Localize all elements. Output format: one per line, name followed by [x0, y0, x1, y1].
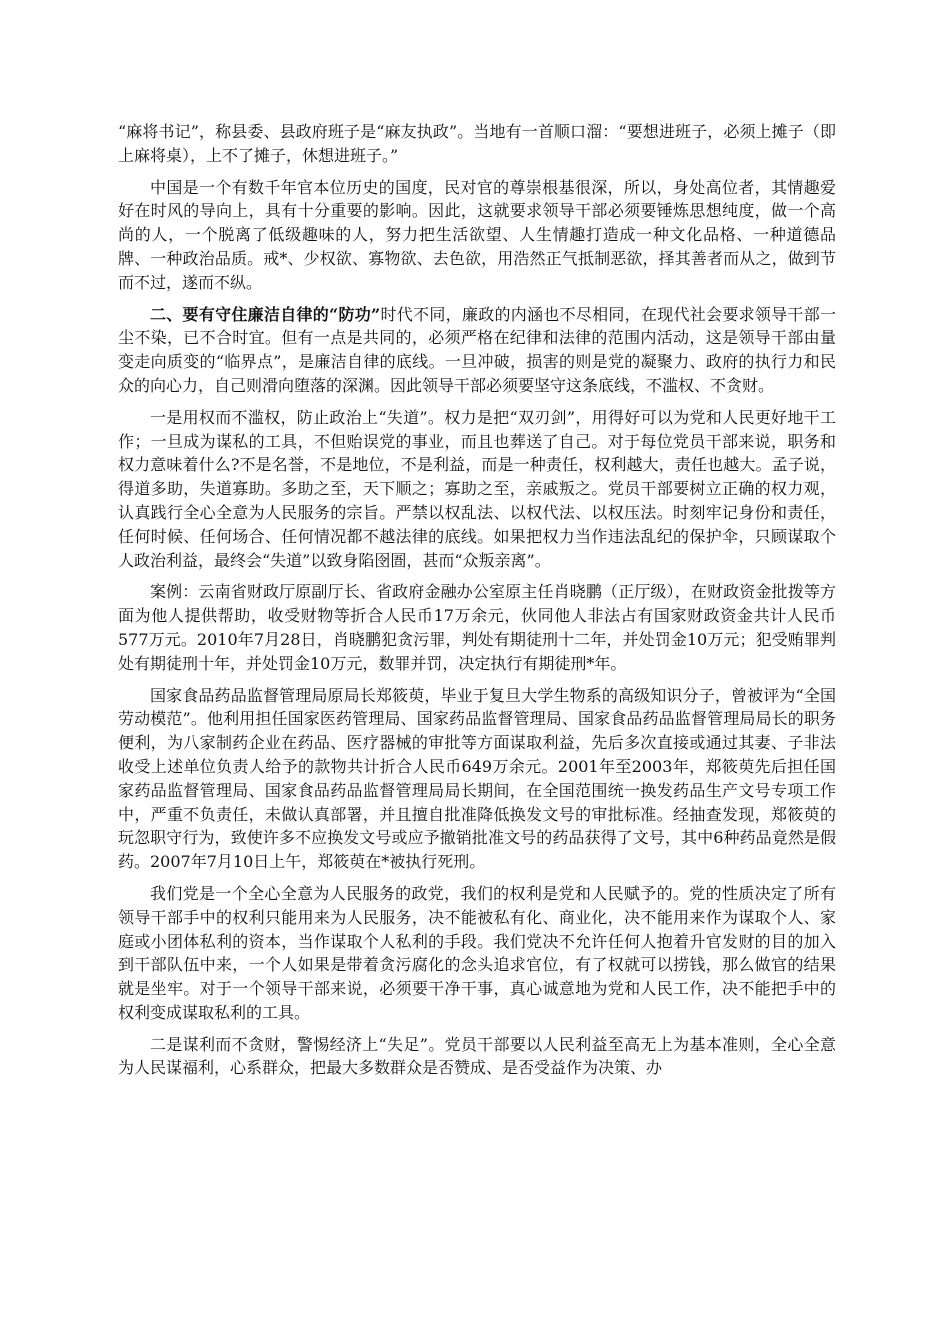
- paragraph: [118, 684, 836, 874]
- paragraph: [118, 406, 836, 573]
- paragraph-text: 一是用权而不滥权，防止政治上“失道”。权力是把“双刃剑”，用得好可以为党和人民更好地干工作；一旦成为谋私的工具，不但贻误党的事业，而且也葬送了自己。对于每位党员干部来说，职务和权力意味着什么?不是名誉，不是地位，不是利益，而是一种责任，权利越大，责任也越大。孟子说，得道多助，失道寡助。多助之至，天下顺之；寡助之至，亲戚叛之。党员干部要树立正确的权力观，认真践行全心全意为人民服务的宗旨。严禁以权乱法、以权代法、以权压法。时刻牢记身份和责任，任何时候、任何场合、任何情况都不越法律的底线。如果把权力当作违法乱纪的保护伞，只顾谋取个人政治利益，最终会“失道”以致身陷囹圄，甚而“众叛亲离”。: [118, 407, 836, 570]
- section-heading: 二、要有守住廉洁自律的“防功”: [150, 304, 381, 324]
- paragraph-text: 案例：云南省财政厅原副厅长、省政府金融办公室原主任肖晓鹏（正厅级），在财政资金批拨等方面为他人提供帮助，收受财物等折合人民币17万余元，伙同他人非法占有国家财政资金共计人民币577万元。2010年7月28日，肖晓鹏犯贪污罪，判处有期徒刑十二年，并处罚金10万元；犯受贿罪判处有期徒刑十年，并处罚金10万元，数罪并罚，决定执行有期徒刑*年。: [118, 582, 836, 673]
- paragraph-text: 国家食品药品监督管理局原局长郑筱萸，毕业于复旦大学生物系的高级知识分子，曾被评为“全国劳动模范”。他利用担任国家医药管理局、国家药品监督管理局、国家食品药品监督管理局局长的职务便利，为八家制药企业在药品、医疗器械的审批等方面谋取利益，先后多次直接或通过其妻、子非法收受上述单位负责人给予的款物共计折合人民币649万余元。2001年至2003年，郑筱萸先后担任国家药品监督管理局、国家食品药品监督管理局局长期间，在全国范围统一换发药品生产文号专项工作中，严重不负责任，未做认真部署，并且擅自批准降低换发文号的审批标准。经抽查发现，郑筱萸的玩忽职守行为，致使许多不应换发文号或应予撤销批准文号的药品获得了文号，其中6种药品竟然是假药。2007年7月10日上午，郑筱萸在*被执行死刑。: [118, 685, 836, 872]
- paragraph-section-two: [118, 303, 836, 398]
- paragraph: [118, 1033, 836, 1081]
- paragraph-continuation: [118, 120, 836, 168]
- paragraph: [118, 882, 836, 1025]
- paragraph-text: 中国是一个有数千年官本位历史的国度，民对官的尊崇根基很深，所以，身处高位者，其情趣爱好在时风的导向上，具有十分重要的影响。因此，这就要求领导干部必须要锤炼思想纯度，做一个高尚的人，一个脱离了低级趣味的人，努力把生活欲望、人生情趣打造成一种文化品格、一种道德品牌、一种政治品质。戒*、少权欲、寡物欲、去色欲，用浩然正气抵制恶欲，择其善者而从之，做到节而不过，遂而不纵。: [118, 177, 836, 292]
- paragraph-case: [118, 580, 836, 675]
- document-page: [118, 120, 836, 1088]
- paragraph-text: 二是谋利而不贪财，警惕经济上“失足”。党员干部要以人民利益至高无上为基本准则，全心全意为人民谋福利，心系群众，把最大多数群众是否赞成、是否受益作为决策、办: [118, 1034, 836, 1078]
- paragraph-text: 时代不同，廉政的内涵也不尽相同，在现代社会要求领导干部一尘不染，已不合时宜。但有一点是共同的，必须严格在纪律和法律的范围内活动，这是领导干部由量变走向质变的“临界点”，是廉洁自律的底线。一旦冲破，损害的则是党的凝聚力、政府的执行力和民众的向心力，自己则滑向堕落的深渊。因此领导干部必须要坚守这条底线，不滥权、不贪财。: [118, 304, 836, 395]
- paragraph-text: 我们党是一个全心全意为人民服务的政党，我们的权利是党和人民赋予的。党的性质决定了所有领导干部手中的权利只能用来为人民服务，决不能被私有化、商业化，决不能用来作为谋取个人、家庭或小团体私利的资本，当作谋取个人私利的手段。我们党决不允许任何人抱着升官发财的目的加入到干部队伍中来，一个人如果是带着贪污腐化的念头追求官位，有了权就可以捞钱，那么做官的结果就是坐牢。对于一个领导干部来说，必须要干净干事，真心诚意地为党和人民工作，决不能把手中的权利变成谋取私利的工具。: [118, 883, 836, 1022]
- paragraph: [118, 176, 836, 295]
- paragraph-text: “麻将书记”，称县委、县政府班子是“麻友执政”。当地有一首顺口溜：“要想进班子，必须上摊子（即上麻将桌），上不了摊子，休想进班子。”: [118, 122, 836, 165]
